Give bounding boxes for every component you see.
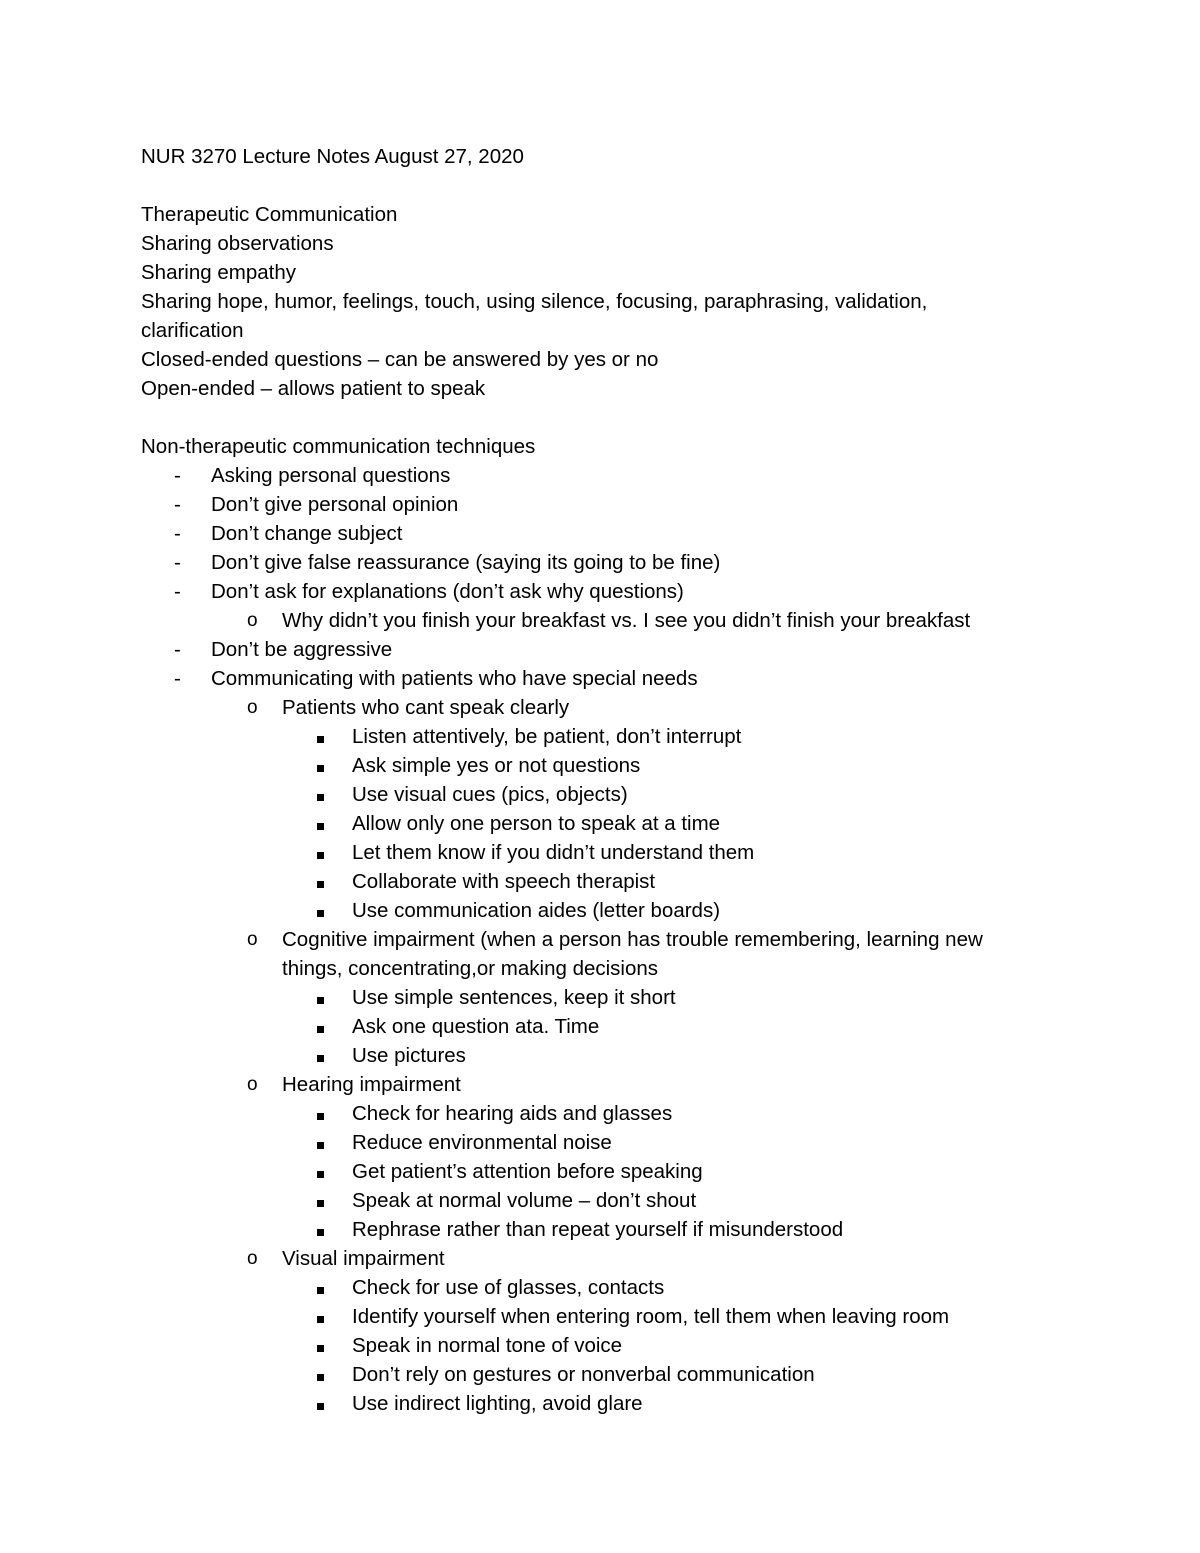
sub-sub-list-item — [141, 1012, 1041, 1041]
sub-sub-list-item-text: Collaborate with speech therapist — [352, 870, 656, 893]
sub-sub-list-item-text: Listen attentively, be patient, don’t interrupt — [352, 725, 742, 748]
square-bullet-icon — [317, 722, 324, 751]
sub-sub-list-item-text: Rephrase rather than repeat yourself if misunderstood — [352, 1218, 844, 1241]
circle-bullet: o — [247, 697, 258, 718]
square-bullet-icon — [317, 1128, 324, 1157]
sub-list-item-text: Why didn’t you finish your breakfast vs. I see you didn’t finish your breakfast — [282, 609, 971, 632]
sub-sub-list-item-text: Use visual cues (pics, objects) — [352, 783, 628, 806]
list-item-text: Don’t give personal opinion — [211, 493, 459, 516]
list-item — [141, 490, 1041, 519]
square-bullet-icon — [317, 1157, 324, 1186]
sub-sub-list-item-text: Reduce environmental noise — [352, 1131, 612, 1154]
list-item-text: Don’t give false reassurance (saying its going to be fine) — [211, 551, 721, 574]
square-bullet-icon — [317, 780, 324, 809]
sub-list-item — [141, 693, 1041, 722]
therapeutic-line: Sharing observations — [141, 232, 334, 255]
list-item-text: Don’t ask for explanations (don’t ask why questions) — [211, 580, 684, 603]
sub-sub-list-item — [141, 751, 1041, 780]
square-bullet-icon — [317, 1302, 324, 1331]
square-bullet-icon — [317, 809, 324, 838]
sub-sub-list-item-text: Don’t rely on gestures or nonverbal communication — [352, 1363, 815, 1386]
therapeutic-line: Closed-ended questions – can be answered by yes or no — [141, 348, 659, 371]
dash-bullet: - — [174, 638, 181, 661]
sub-sub-list-item-text: Use indirect lighting, avoid glare — [352, 1392, 643, 1415]
sub-sub-list-item — [141, 1331, 1041, 1360]
sub-list-item — [141, 1244, 1041, 1273]
sub-sub-list-item — [141, 1360, 1041, 1389]
list-item — [141, 635, 1041, 664]
square-bullet-icon — [317, 1012, 324, 1041]
sub-sub-list-item-text: Check for use of glasses, contacts — [352, 1276, 665, 1299]
sub-sub-list-item-text: Check for hearing aids and glasses — [352, 1102, 673, 1125]
sub-list-item-text: Visual impairment — [282, 1247, 445, 1270]
square-bullet-icon — [317, 1186, 324, 1215]
sub-sub-list-item — [141, 1186, 1041, 1215]
list-item-text: Don’t be aggressive — [211, 638, 393, 661]
dash-bullet: - — [174, 493, 181, 516]
sub-sub-list-item — [141, 1157, 1041, 1186]
square-bullet-icon — [317, 1041, 324, 1070]
nontherapeutic-heading: Non-therapeutic communication techniques — [141, 435, 536, 458]
sub-sub-list-item-text: Identify yourself when entering room, tell them when leaving room — [352, 1305, 950, 1328]
sub-sub-list-item — [141, 838, 1041, 867]
square-bullet-icon — [317, 1215, 324, 1244]
list-item — [141, 548, 1041, 577]
square-bullet-icon — [317, 896, 324, 925]
sub-list-item-text: Hearing impairment — [282, 1073, 461, 1096]
paragraph-gap — [141, 403, 1041, 432]
sub-sub-list-item-text: Get patient’s attention before speaking — [352, 1160, 703, 1183]
sub-list-item-text: Patients who cant speak clearly — [282, 696, 570, 719]
sub-list-item — [141, 925, 1041, 954]
sub-sub-list-item — [141, 780, 1041, 809]
list-item-text: Don’t change subject — [211, 522, 403, 545]
sub-sub-list-item-text: Use communication aides (letter boards) — [352, 899, 721, 922]
list-item — [141, 461, 1041, 490]
sub-sub-list-item — [141, 1128, 1041, 1157]
dash-bullet: - — [174, 551, 181, 574]
therapeutic-line: Sharing hope, humor, feelings, touch, using silence, focusing, paraphrasing, validation, — [141, 290, 928, 313]
square-bullet-icon — [317, 751, 324, 780]
document-title: NUR 3270 Lecture Notes August 27, 2020 — [141, 145, 524, 168]
sub-sub-list-item — [141, 1273, 1041, 1302]
list-item — [141, 664, 1041, 693]
sub-sub-list-item-text: Use simple sentences, keep it short — [352, 986, 676, 1009]
list-item — [141, 519, 1041, 548]
dash-bullet: - — [174, 580, 181, 603]
square-bullet-icon — [317, 1360, 324, 1389]
sub-sub-list-item-text: Allow only one person to speak at a time — [352, 812, 721, 835]
dash-bullet: - — [174, 667, 181, 690]
square-bullet-icon — [317, 1331, 324, 1360]
circle-bullet: o — [247, 1248, 258, 1269]
dash-bullet: - — [174, 522, 181, 545]
sub-sub-list-item-text: Let them know if you didn’t understand them — [352, 841, 755, 864]
sub-list-item — [141, 1070, 1041, 1099]
list-item — [141, 577, 1041, 606]
list-item-text: Communicating with patients who have special needs — [211, 667, 698, 690]
sub-sub-list-item — [141, 896, 1041, 925]
sub-sub-list-item-text: Use pictures — [352, 1044, 466, 1067]
dash-bullet: - — [174, 464, 181, 487]
sub-sub-list-item — [141, 1215, 1041, 1244]
sub-sub-list-item — [141, 1099, 1041, 1128]
document-body — [141, 142, 1041, 1418]
sub-sub-list-item — [141, 983, 1041, 1012]
square-bullet-icon — [317, 983, 324, 1012]
sub-list-item — [141, 606, 1041, 635]
square-bullet-icon — [317, 1389, 324, 1418]
circle-bullet: o — [247, 610, 258, 631]
therapeutic-line: clarification — [141, 319, 244, 342]
sub-sub-list-item — [141, 867, 1041, 896]
sub-sub-list-item-text: Ask one question ata. Time — [352, 1015, 600, 1038]
sub-sub-list-item-text: Speak in normal tone of voice — [352, 1334, 623, 1357]
sub-sub-list-item-text: Ask simple yes or not questions — [352, 754, 641, 777]
square-bullet-icon — [317, 1099, 324, 1128]
circle-bullet: o — [247, 1074, 258, 1095]
sub-sub-list-item — [141, 1302, 1041, 1331]
circle-bullet: o — [247, 929, 258, 950]
therapeutic-section — [141, 200, 1041, 403]
sub-sub-list-item — [141, 1041, 1041, 1070]
sub-sub-list-item — [141, 1389, 1041, 1418]
list-item-text: Asking personal questions — [211, 464, 451, 487]
therapeutic-heading: Therapeutic Communication — [141, 203, 398, 226]
sub-list-item-continuation: things, concentrating,or making decisions — [282, 957, 659, 980]
nontherapeutic-section — [141, 432, 1041, 1418]
sub-sub-list-item — [141, 809, 1041, 838]
sub-sub-list-item — [141, 722, 1041, 751]
sub-list-item-text: Cognitive impairment (when a person has trouble remembering, learning new — [282, 928, 983, 951]
therapeutic-line: Sharing empathy — [141, 261, 296, 284]
square-bullet-icon — [317, 1273, 324, 1302]
sub-sub-list-item-text: Speak at normal volume – don’t shout — [352, 1189, 697, 1212]
square-bullet-icon — [317, 867, 324, 896]
square-bullet-icon — [317, 838, 324, 867]
therapeutic-line: Open-ended – allows patient to speak — [141, 377, 486, 400]
